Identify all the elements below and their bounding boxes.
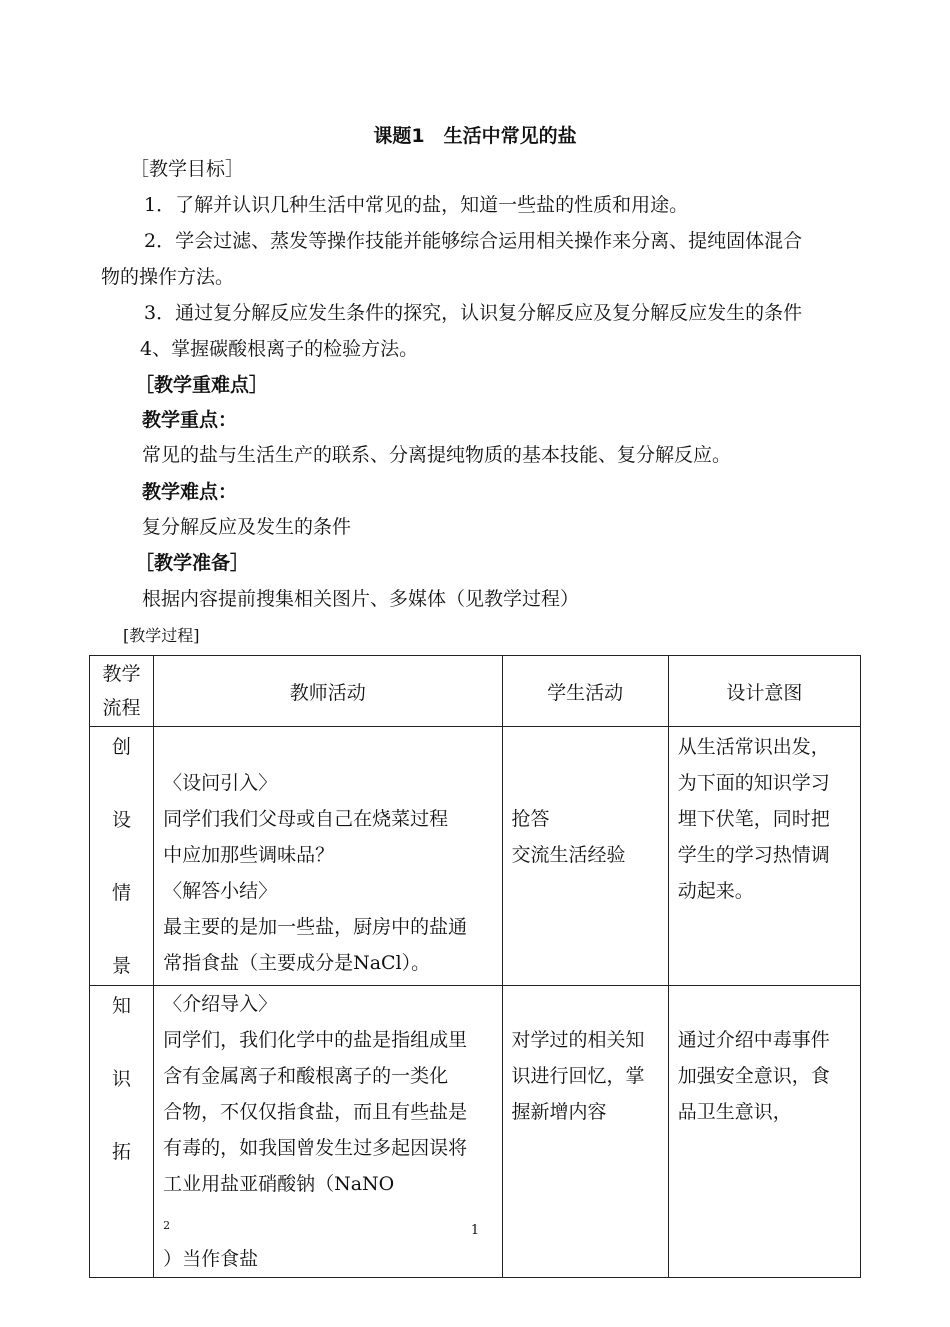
teacher-activity-cell <box>154 727 502 986</box>
header-intent: 设计意图 <box>668 656 860 727</box>
teacher-line: 最主要的是加一些盐，厨房中的盐通 <box>163 916 468 938</box>
page-title: 课题1 生活中常见的盐 <box>373 125 577 147</box>
table-row <box>90 727 861 986</box>
flow-char: 创 <box>112 736 132 758</box>
page-number: 1 <box>470 1223 480 1238</box>
header-student: 学生活动 <box>502 656 668 727</box>
intent-line: 动起来。 <box>677 880 754 902</box>
teacher-line: 同学们，我们化学中的盐是指组成里 <box>163 1028 468 1051</box>
teacher-line-part: 工业用盐亚硝酸钠（NaNO <box>163 1172 395 1195</box>
preparation-text: 根据内容提前搜集相关图片、多媒体（见教学过程） <box>142 588 580 610</box>
intent-line: 埋下伏笔，同时把 <box>677 808 830 830</box>
teacher-line: 合物，不仅仅指食盐，而且有些盐是 <box>163 1100 468 1123</box>
teacher-line: 〈解答小结〉 <box>163 880 278 902</box>
header-flow-line2: 流程 <box>102 697 141 719</box>
student-line: 交流生活经验 <box>511 844 626 866</box>
objective-item-2: 2．学会过滤、蒸发等操作技能并能够综合运用相关操作来分离、提纯固体混合 <box>144 230 803 252</box>
student-line: 抢答 <box>511 808 550 830</box>
preparation-heading: ［教学准备］ <box>135 552 250 574</box>
difficulty-label: 教学难点： <box>142 481 238 503</box>
intent-line: 从生活常识出发， <box>677 736 830 758</box>
teacher-line: 〈介绍导入〉 <box>163 992 278 1015</box>
intent-line: 加强安全意识，食 <box>677 1064 830 1087</box>
flow-char: 拓 <box>112 1140 132 1163</box>
process-heading: [教学过程] <box>123 626 200 645</box>
teaching-process-table <box>89 655 861 1278</box>
student-line: 握新增内容 <box>511 1100 607 1123</box>
objective-item-2-continued: 物的操作方法。 <box>101 266 235 288</box>
teacher-line: 含有金属离子和酸根离子的一类化 <box>163 1064 449 1087</box>
header-teacher: 教师活动 <box>154 656 502 727</box>
flow-char: 识 <box>112 1067 132 1090</box>
intent-line: 为下面的知识学习 <box>677 772 830 794</box>
teacher-line: 有毒的，如我国曾发生过多起因误将 <box>163 1136 468 1159</box>
student-line: 识进行回忆，掌 <box>511 1064 645 1087</box>
flow-char: 景 <box>112 955 132 977</box>
flow-char: 情 <box>112 882 132 904</box>
key-points-heading: ［教学重难点］ <box>135 374 269 396</box>
subscript: 2 <box>163 1218 171 1232</box>
intent-line: 品卫生意识， <box>677 1100 792 1123</box>
objective-item-4: 4、掌握碳酸根离子的检验方法。 <box>140 338 419 360</box>
teacher-line-part: ）当作食盐 <box>163 1247 259 1270</box>
teacher-line: 常指食盐（主要成分是NaCl）。 <box>163 952 431 974</box>
header-flow-line1: 教学 <box>102 663 141 685</box>
objectives-heading: ［教学目标］ <box>130 158 245 180</box>
focus-label: 教学重点： <box>142 409 238 431</box>
flow-char: 知 <box>112 994 132 1017</box>
flow-cell <box>90 727 154 986</box>
intent-line: 通过介绍中毒事件 <box>677 1028 830 1051</box>
teacher-line <box>163 1166 493 1277</box>
objective-item-1: 1．了解并认识几种生活中常见的盐，知道一些盐的性质和用途。 <box>144 194 689 216</box>
teacher-line: 同学们我们父母或自己在烧菜过程 <box>163 808 449 830</box>
teacher-line: 〈设问引入〉 <box>163 772 278 794</box>
intent-line: 学生的学习热情调 <box>677 844 830 866</box>
difficulty-text: 复分解反应及发生的条件 <box>142 516 352 538</box>
header-flow <box>90 656 154 727</box>
student-line: 对学过的相关知 <box>511 1028 645 1051</box>
table-header-row <box>90 656 861 727</box>
teacher-line: 中应加那些调味品？ <box>163 844 335 866</box>
student-activity-cell <box>502 727 668 986</box>
flow-char: 设 <box>112 809 132 831</box>
objective-item-3: 3．通过复分解反应发生条件的探究，认识复分解反应及复分解反应发生的条件 <box>144 302 803 324</box>
intent-cell <box>668 727 860 986</box>
focus-text: 常见的盐与生活生产的联系、分离提纯物质的基本技能、复分解反应。 <box>142 444 732 466</box>
